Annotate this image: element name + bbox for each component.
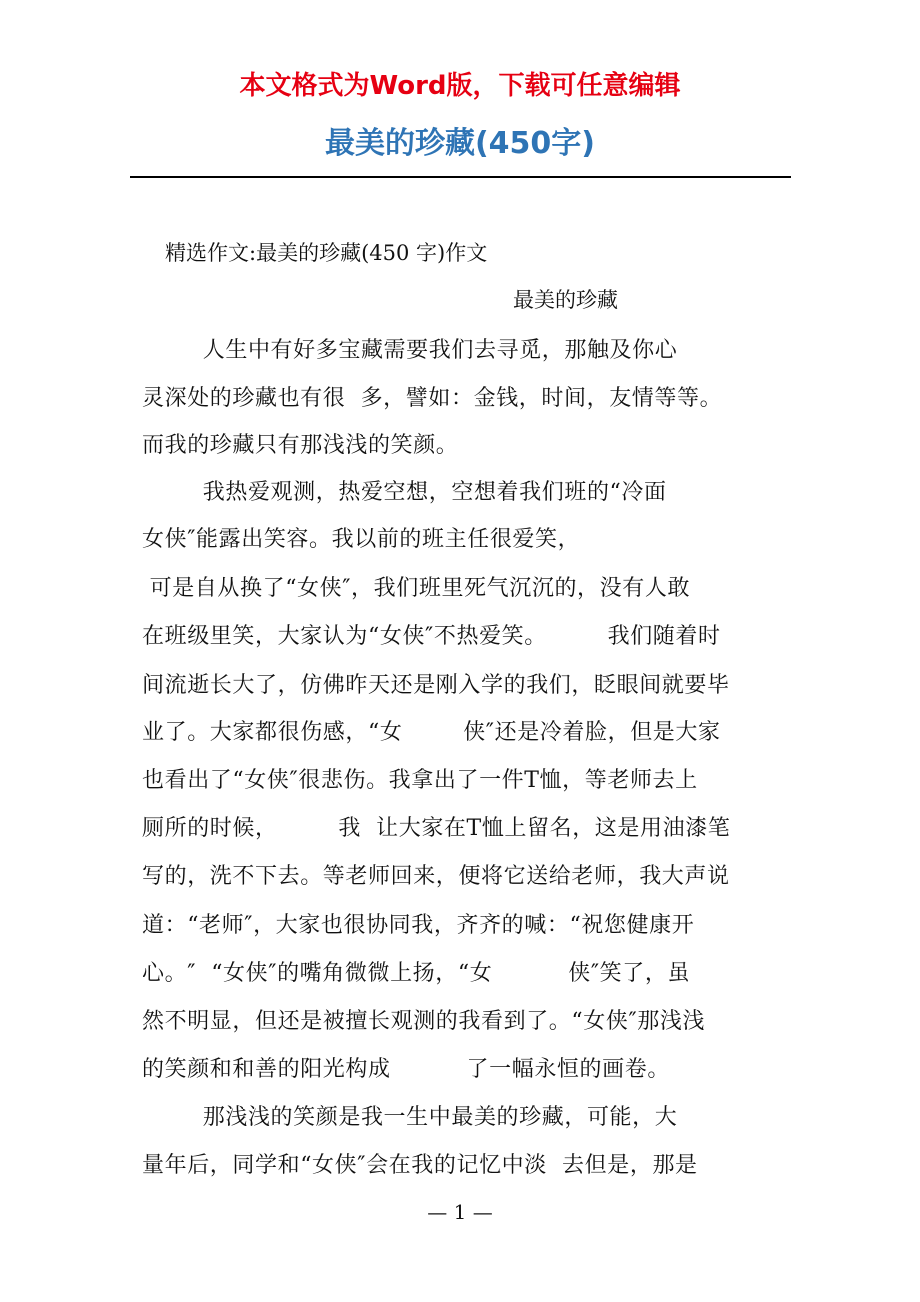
body-text-line: 我热爱观测，热爱空想，空想着我们班的“冷面 bbox=[142, 480, 667, 505]
body-text-line: 也看出了“女侠″很悲伤。我拿出了一件T恤，等老师去上 bbox=[142, 768, 698, 793]
essay-heading: 最美的珍藏 bbox=[513, 288, 618, 312]
body-text-line: 道：“老师″，大家也很协同我，齐齐的喊：“祝您健康开 bbox=[142, 913, 695, 938]
body-text-line: 女侠″能露出笑容。我以前的班主任很爱笑， bbox=[142, 527, 581, 552]
body-text-line: 人生中有好多宝藏需要我们去寻觅，那触及你心 bbox=[142, 338, 678, 363]
body-text-line: 而我的珍藏只有那浅浅的笑颜。 bbox=[142, 433, 459, 458]
body-text-line: 那浅浅的笑颜是我一生中最美的珍藏，可能，大 bbox=[142, 1105, 678, 1130]
body-text-line: 厕所的时候， 我 让大家在T恤上留名，这是用油漆笔 bbox=[142, 816, 731, 841]
body-text-line: 量年后，同学和“女侠″会在我的记忆中淡 去但是，那是 bbox=[142, 1153, 698, 1178]
essay-subtitle: 精选作文:最美的珍藏(450 字)作文 bbox=[165, 241, 488, 265]
body-text-line: 在班级里笑，大家认为“女侠″不热爱笑。 我们随着时 bbox=[142, 624, 721, 649]
document-title: 最美的珍藏(450字) bbox=[324, 126, 596, 161]
body-text-line: 写的，洗不下去。等老师回来，便将它送给老师，我大声说 bbox=[142, 864, 730, 889]
title-divider bbox=[130, 176, 791, 178]
body-text-line: 灵深处的珍藏也有很 多，譬如：金钱，时间，友情等等。 bbox=[142, 386, 723, 411]
page-number: — 1 — bbox=[427, 1200, 493, 1224]
body-text-line: 然不明显，但还是被擅长观测的我看到了。“女侠″那浅浅 bbox=[142, 1009, 706, 1034]
body-text-line: 间流逝长大了，仿佛昨天还是刚入学的我们，眨眼间就要毕 bbox=[142, 673, 730, 698]
body-text-line: 可是自从换了“女侠″，我们班里死气沉沉的，没有人敢 bbox=[142, 576, 691, 601]
format-notice-banner: 本文格式为Word版，下载可任意编辑 bbox=[239, 71, 681, 101]
body-text-line: 心。″ “女侠″的嘴角微微上扬，“女 侠″笑了，虽 bbox=[142, 961, 691, 986]
body-text-line: 的笑颜和和善的阳光构成 了一幅永恒的画卷。 bbox=[142, 1057, 670, 1082]
body-text-line: 业了。大家都很伤感，“女 侠″还是冷着脸，但是大家 bbox=[142, 720, 721, 745]
